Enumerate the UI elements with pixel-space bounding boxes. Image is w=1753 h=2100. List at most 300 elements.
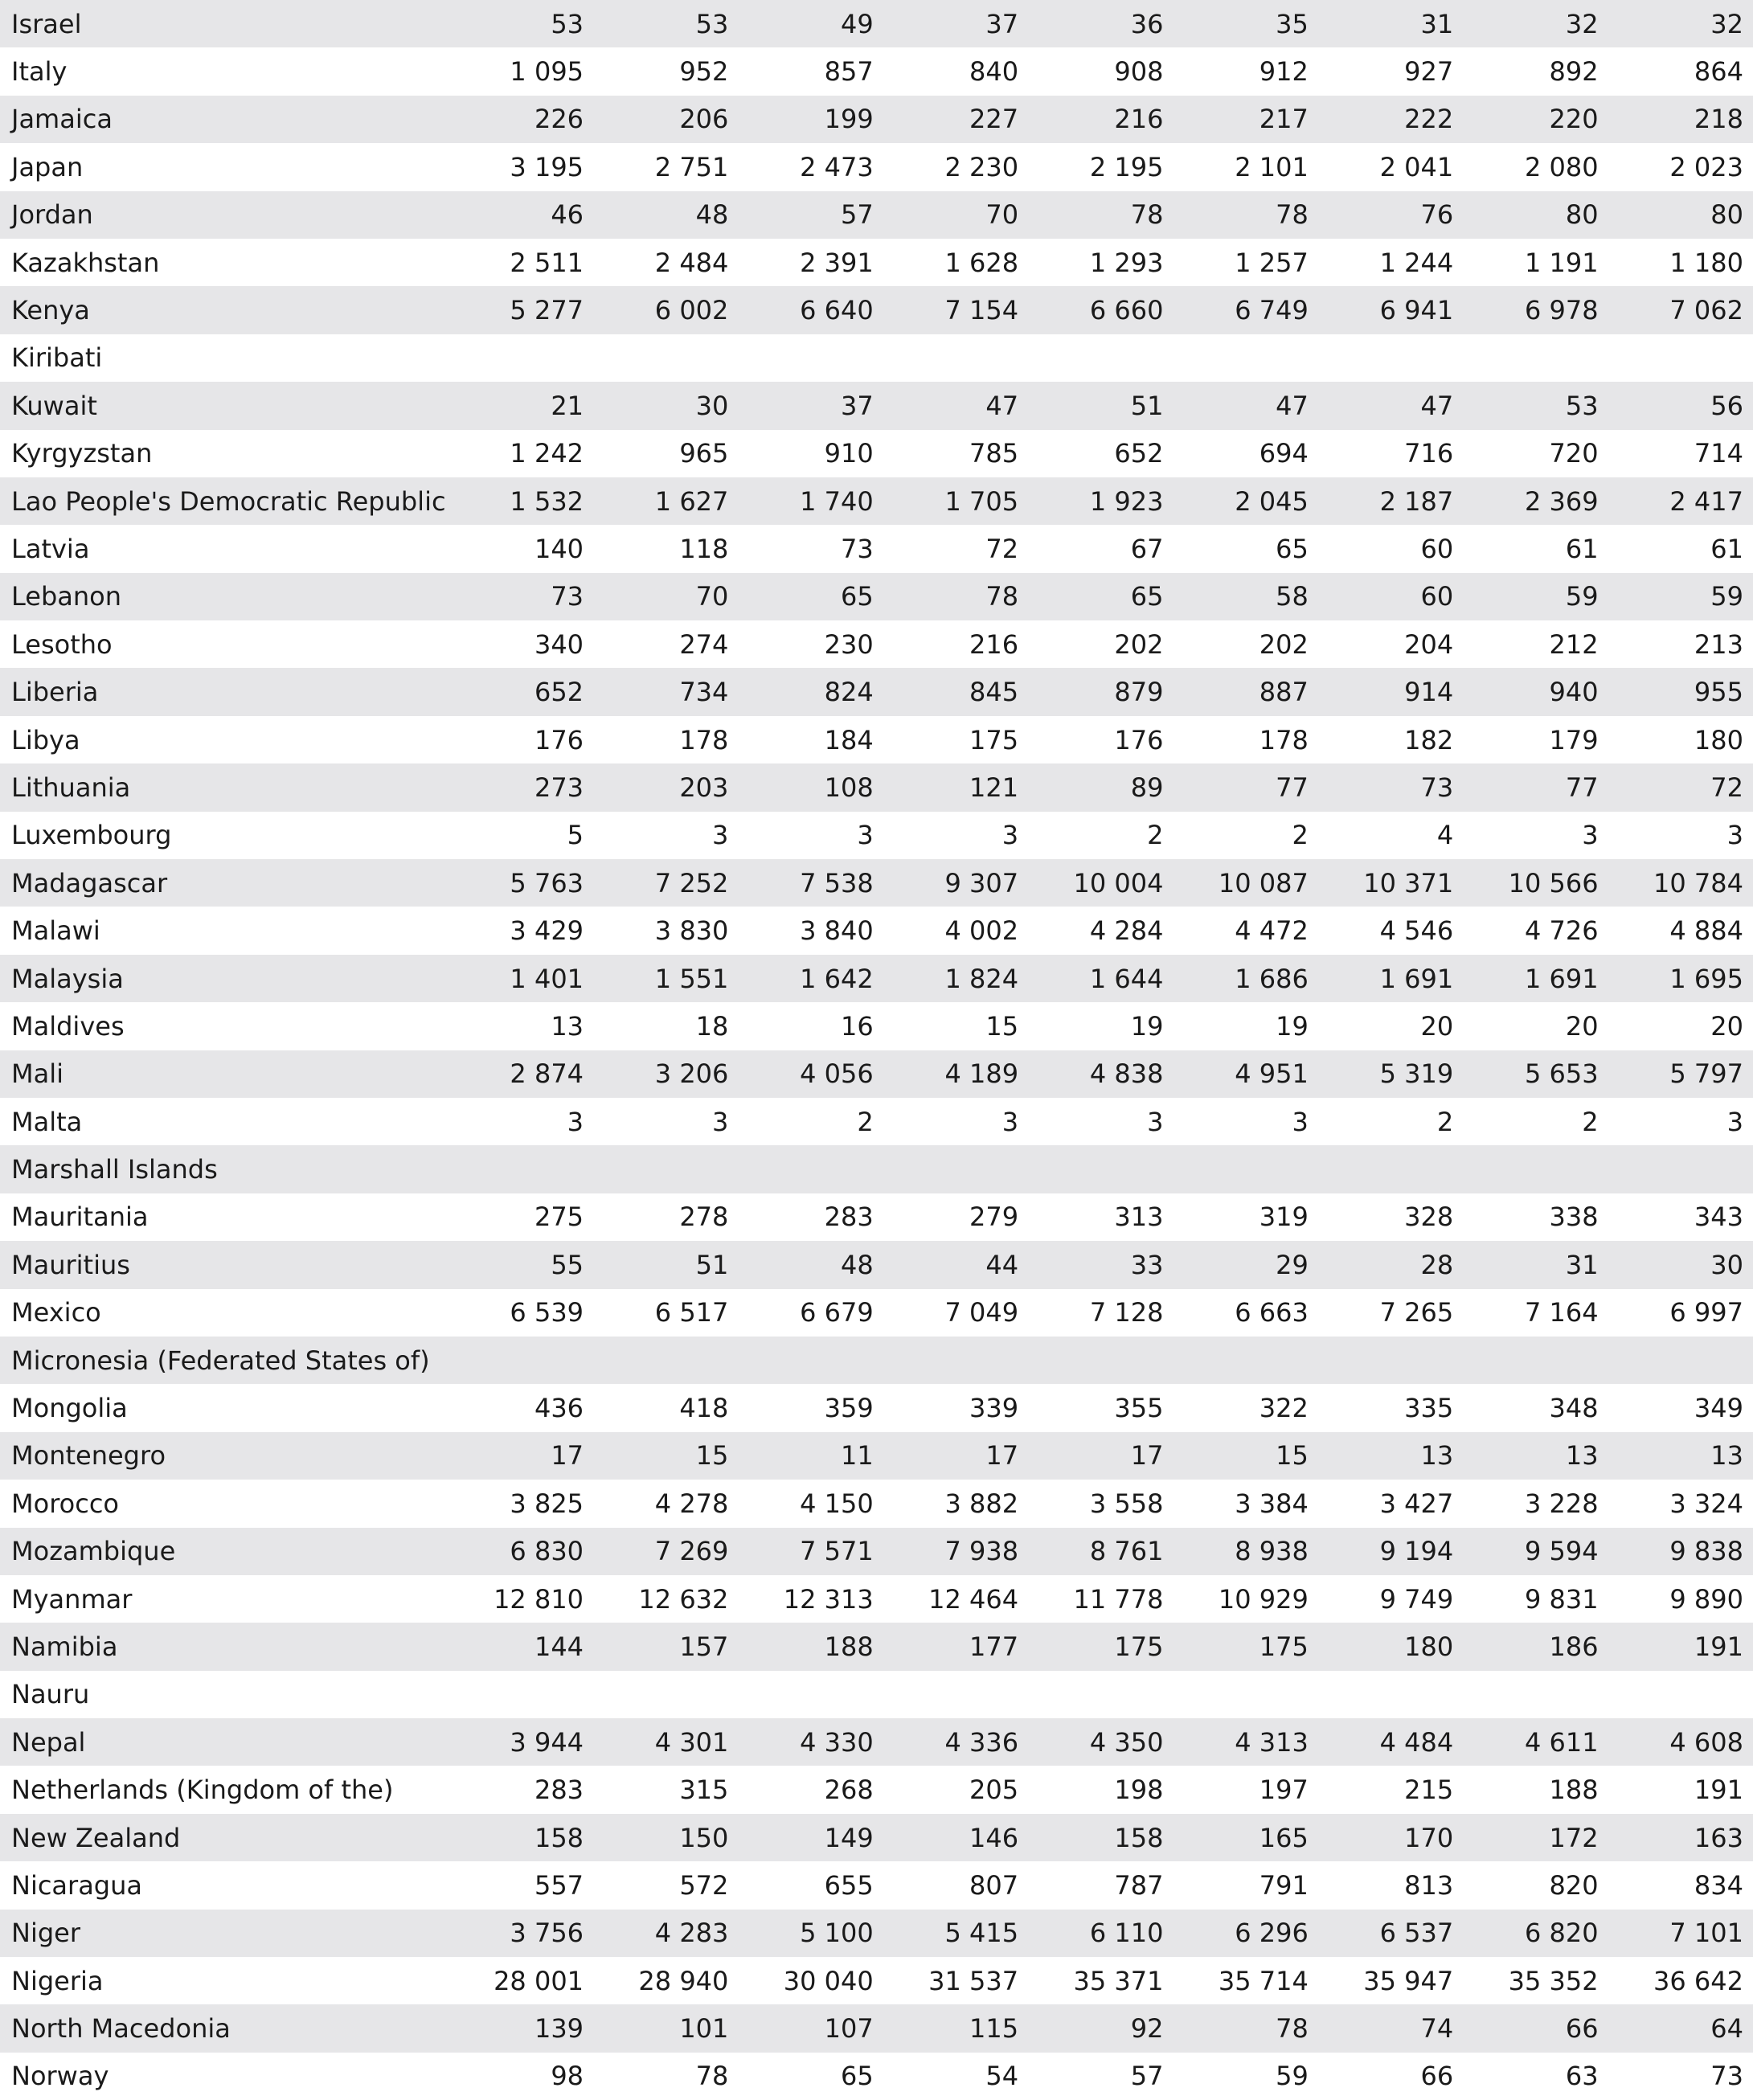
value-cell <box>1318 1337 1463 1384</box>
table-row <box>0 47 1753 95</box>
value-cell: 54 <box>883 2053 1028 2100</box>
value-cell: 2 417 <box>1608 477 1753 525</box>
value-cell: 176 <box>448 716 593 763</box>
table-row <box>0 1814 1753 1861</box>
value-cell: 4 350 <box>1028 1718 1173 1766</box>
value-cell: 175 <box>883 716 1028 763</box>
value-cell: 1 180 <box>1608 239 1753 286</box>
value-cell: 20 <box>1463 1002 1608 1050</box>
value-cell: 77 <box>1173 763 1317 811</box>
value-cell: 78 <box>1173 191 1317 239</box>
value-cell: 3 228 <box>1463 1480 1608 1527</box>
value-cell: 32 <box>1463 0 1608 47</box>
value-cell: 11 <box>738 1432 883 1480</box>
value-cell: 78 <box>883 573 1028 620</box>
value-cell: 191 <box>1608 1766 1753 1813</box>
value-cell <box>1463 1145 1608 1193</box>
value-cell: 912 <box>1173 47 1317 95</box>
value-cell: 212 <box>1463 620 1608 668</box>
value-cell: 165 <box>1173 1814 1317 1861</box>
value-cell: 10 371 <box>1318 859 1463 907</box>
value-cell: 1 695 <box>1608 955 1753 1002</box>
value-cell: 73 <box>738 525 883 572</box>
value-cell <box>1608 334 1753 382</box>
value-cell: 4 726 <box>1463 907 1608 954</box>
value-cell: 191 <box>1608 1623 1753 1670</box>
value-cell: 1 627 <box>593 477 738 525</box>
value-cell: 199 <box>738 96 883 143</box>
table-row <box>0 1098 1753 1145</box>
table-row <box>0 477 1753 525</box>
value-cell: 46 <box>448 191 593 239</box>
value-cell: 6 110 <box>1028 1910 1173 1957</box>
value-cell: 67 <box>1028 525 1173 572</box>
value-cell: 202 <box>1173 620 1317 668</box>
value-cell: 37 <box>738 382 883 429</box>
value-cell: 35 371 <box>1028 1957 1173 2004</box>
value-cell: 29 <box>1173 1241 1317 1288</box>
value-cell <box>883 1337 1028 1384</box>
value-cell: 940 <box>1463 668 1608 715</box>
table-row <box>0 1050 1753 1098</box>
value-cell: 70 <box>883 191 1028 239</box>
value-cell: 58 <box>1173 573 1317 620</box>
table-row <box>0 668 1753 715</box>
table-row <box>0 286 1753 334</box>
value-cell: 716 <box>1318 430 1463 477</box>
value-cell: 15 <box>883 1002 1028 1050</box>
value-cell: 1 628 <box>883 239 1028 286</box>
value-cell: 2 391 <box>738 239 883 286</box>
value-cell: 6 537 <box>1318 1910 1463 1957</box>
value-cell: 186 <box>1463 1623 1608 1670</box>
value-cell: 7 252 <box>593 859 738 907</box>
country-name-cell: Madagascar <box>0 859 448 907</box>
country-name-cell: Kuwait <box>0 382 448 429</box>
country-name-cell: Marshall Islands <box>0 1145 448 1193</box>
value-cell: 188 <box>1463 1766 1608 1813</box>
value-cell: 9 838 <box>1608 1528 1753 1575</box>
value-cell: 3 756 <box>448 1910 593 1957</box>
value-cell: 216 <box>883 620 1028 668</box>
value-cell: 955 <box>1608 668 1753 715</box>
value-cell: 89 <box>1028 763 1173 811</box>
value-cell: 1 095 <box>448 47 593 95</box>
country-name-cell: Jordan <box>0 191 448 239</box>
value-cell: 2 <box>1173 812 1317 859</box>
value-cell: 17 <box>883 1432 1028 1480</box>
value-cell: 180 <box>1318 1623 1463 1670</box>
value-cell: 348 <box>1463 1384 1608 1431</box>
table-row <box>0 1337 1753 1384</box>
value-cell: 53 <box>1463 382 1608 429</box>
value-cell: 28 940 <box>593 1957 738 2004</box>
value-cell <box>1028 1671 1173 1718</box>
value-cell: 226 <box>448 96 593 143</box>
table-row <box>0 620 1753 668</box>
value-cell: 202 <box>1028 620 1173 668</box>
value-cell: 274 <box>593 620 738 668</box>
value-cell: 197 <box>1173 1766 1317 1813</box>
value-cell: 218 <box>1608 96 1753 143</box>
value-cell: 175 <box>1173 1623 1317 1670</box>
value-cell: 1 244 <box>1318 239 1463 286</box>
value-cell <box>883 1671 1028 1718</box>
value-cell <box>1463 1671 1608 1718</box>
value-cell: 3 206 <box>593 1050 738 1098</box>
value-cell <box>738 1337 883 1384</box>
value-cell: 4 608 <box>1608 1718 1753 1766</box>
value-cell: 2 080 <box>1463 143 1608 190</box>
value-cell: 6 830 <box>448 1528 593 1575</box>
value-cell: 3 <box>448 1098 593 1145</box>
table-row <box>0 1002 1753 1050</box>
value-cell: 714 <box>1608 430 1753 477</box>
value-cell <box>1173 334 1317 382</box>
value-cell: 215 <box>1318 1766 1463 1813</box>
value-cell: 335 <box>1318 1384 1463 1431</box>
value-cell: 179 <box>1463 716 1608 763</box>
value-cell: 6 663 <box>1173 1289 1317 1337</box>
value-cell: 7 154 <box>883 286 1028 334</box>
value-cell <box>448 1671 593 1718</box>
value-cell: 227 <box>883 96 1028 143</box>
value-cell: 7 269 <box>593 1528 738 1575</box>
country-name-cell: Montenegro <box>0 1432 448 1480</box>
value-cell: 2 230 <box>883 143 1028 190</box>
value-cell: 118 <box>593 525 738 572</box>
value-cell: 65 <box>738 2053 883 2100</box>
value-cell: 2 195 <box>1028 143 1173 190</box>
value-cell: 163 <box>1608 1814 1753 1861</box>
country-name-cell: Nigeria <box>0 1957 448 2004</box>
value-cell <box>593 1337 738 1384</box>
value-cell: 31 <box>1318 0 1463 47</box>
value-cell: 2 023 <box>1608 143 1753 190</box>
country-name-cell: Kazakhstan <box>0 239 448 286</box>
value-cell: 59 <box>1173 2053 1317 2100</box>
value-cell: 840 <box>883 47 1028 95</box>
value-cell: 47 <box>1318 382 1463 429</box>
value-cell: 9 749 <box>1318 1575 1463 1623</box>
value-cell: 140 <box>448 525 593 572</box>
table-row <box>0 1241 1753 1288</box>
value-cell <box>593 1145 738 1193</box>
value-cell: 807 <box>883 1861 1028 1909</box>
value-cell: 12 464 <box>883 1575 1028 1623</box>
value-cell <box>1608 1671 1753 1718</box>
value-cell: 17 <box>448 1432 593 1480</box>
value-cell: 11 778 <box>1028 1575 1173 1623</box>
value-cell: 2 874 <box>448 1050 593 1098</box>
value-cell: 176 <box>1028 716 1173 763</box>
table-row <box>0 191 1753 239</box>
value-cell: 4 002 <box>883 907 1028 954</box>
value-cell: 5 797 <box>1608 1050 1753 1098</box>
country-name-cell: Mongolia <box>0 1384 448 1431</box>
value-cell: 283 <box>448 1766 593 1813</box>
value-cell <box>1318 1671 1463 1718</box>
value-cell: 35 947 <box>1318 1957 1463 2004</box>
value-cell: 787 <box>1028 1861 1173 1909</box>
value-cell: 9 194 <box>1318 1528 1463 1575</box>
table-row <box>0 1623 1753 1670</box>
value-cell: 6 941 <box>1318 286 1463 334</box>
value-cell: 720 <box>1463 430 1608 477</box>
value-cell: 4 484 <box>1318 1718 1463 1766</box>
value-cell: 4 189 <box>883 1050 1028 1098</box>
value-cell: 3 840 <box>738 907 883 954</box>
value-cell: 10 929 <box>1173 1575 1317 1623</box>
value-cell: 3 882 <box>883 1480 1028 1527</box>
value-cell: 1 532 <box>448 477 593 525</box>
value-cell: 55 <box>448 1241 593 1288</box>
table-row <box>0 430 1753 477</box>
value-cell <box>1463 1337 1608 1384</box>
value-cell <box>883 1145 1028 1193</box>
value-cell: 78 <box>1028 191 1173 239</box>
value-cell: 5 415 <box>883 1910 1028 1957</box>
value-cell: 4 313 <box>1173 1718 1317 1766</box>
value-cell <box>1173 1671 1317 1718</box>
value-cell: 19 <box>1028 1002 1173 1050</box>
value-cell: 2 484 <box>593 239 738 286</box>
value-cell: 349 <box>1608 1384 1753 1431</box>
value-cell: 3 195 <box>448 143 593 190</box>
value-cell: 37 <box>883 0 1028 47</box>
value-cell: 184 <box>738 716 883 763</box>
value-cell: 158 <box>1028 1814 1173 1861</box>
table-row <box>0 1671 1753 1718</box>
value-cell: 182 <box>1318 716 1463 763</box>
value-cell: 178 <box>593 716 738 763</box>
table-row <box>0 2053 1753 2100</box>
value-cell: 9 307 <box>883 859 1028 907</box>
value-cell: 51 <box>1028 382 1173 429</box>
value-cell: 170 <box>1318 1814 1463 1861</box>
value-cell: 3 558 <box>1028 1480 1173 1527</box>
value-cell: 47 <box>883 382 1028 429</box>
value-cell: 9 831 <box>1463 1575 1608 1623</box>
value-cell: 910 <box>738 430 883 477</box>
table-row <box>0 382 1753 429</box>
value-cell: 30 040 <box>738 1957 883 2004</box>
value-cell: 278 <box>593 1193 738 1241</box>
value-cell: 59 <box>1608 573 1753 620</box>
value-cell: 2 <box>1028 812 1173 859</box>
value-cell: 5 653 <box>1463 1050 1608 1098</box>
value-cell: 77 <box>1463 763 1608 811</box>
value-cell: 44 <box>883 1241 1028 1288</box>
country-name-cell: New Zealand <box>0 1814 448 1861</box>
value-cell: 6 640 <box>738 286 883 334</box>
value-cell <box>1318 334 1463 382</box>
value-cell: 30 <box>593 382 738 429</box>
value-cell <box>1173 1145 1317 1193</box>
table-row <box>0 1193 1753 1241</box>
country-name-cell: Maldives <box>0 1002 448 1050</box>
value-cell: 48 <box>593 191 738 239</box>
value-cell: 2 511 <box>448 239 593 286</box>
value-cell: 32 <box>1608 0 1753 47</box>
value-cell: 322 <box>1173 1384 1317 1431</box>
value-cell: 4 284 <box>1028 907 1173 954</box>
value-cell: 65 <box>1028 573 1173 620</box>
value-cell: 7 128 <box>1028 1289 1173 1337</box>
value-cell: 20 <box>1608 1002 1753 1050</box>
value-cell: 80 <box>1463 191 1608 239</box>
value-cell: 72 <box>1608 763 1753 811</box>
value-cell: 652 <box>1028 430 1173 477</box>
value-cell <box>448 1337 593 1384</box>
value-cell: 121 <box>883 763 1028 811</box>
value-cell: 48 <box>738 1241 883 1288</box>
value-cell: 2 <box>1463 1098 1608 1145</box>
value-cell: 820 <box>1463 1861 1608 1909</box>
value-cell: 7 938 <box>883 1528 1028 1575</box>
value-cell: 35 <box>1173 0 1317 47</box>
table-row <box>0 1432 1753 1480</box>
value-cell: 57 <box>1028 2053 1173 2100</box>
country-name-cell: Libya <box>0 716 448 763</box>
value-cell: 418 <box>593 1384 738 1431</box>
table-row <box>0 1861 1753 1909</box>
value-cell: 1 644 <box>1028 955 1173 1002</box>
value-cell: 92 <box>1028 2004 1173 2052</box>
value-cell: 914 <box>1318 668 1463 715</box>
value-cell: 3 944 <box>448 1718 593 1766</box>
value-cell: 328 <box>1318 1193 1463 1241</box>
value-cell: 213 <box>1608 620 1753 668</box>
value-cell: 6 539 <box>448 1289 593 1337</box>
value-cell: 6 749 <box>1173 286 1317 334</box>
value-cell: 206 <box>593 96 738 143</box>
value-cell: 61 <box>1608 525 1753 572</box>
value-cell: 8 938 <box>1173 1528 1317 1575</box>
country-name-cell: Italy <box>0 47 448 95</box>
value-cell: 108 <box>738 763 883 811</box>
country-name-cell: Malaysia <box>0 955 448 1002</box>
value-cell: 892 <box>1463 47 1608 95</box>
value-cell: 18 <box>593 1002 738 1050</box>
table-row <box>0 859 1753 907</box>
value-cell: 355 <box>1028 1384 1173 1431</box>
value-cell: 4 611 <box>1463 1718 1608 1766</box>
value-cell: 864 <box>1608 47 1753 95</box>
value-cell: 4 283 <box>593 1910 738 1957</box>
country-name-cell: Nauru <box>0 1671 448 1718</box>
value-cell: 6 517 <box>593 1289 738 1337</box>
value-cell: 7 538 <box>738 859 883 907</box>
value-cell: 15 <box>1173 1432 1317 1480</box>
value-cell: 343 <box>1608 1193 1753 1241</box>
value-cell: 73 <box>1318 763 1463 811</box>
value-cell: 30 <box>1608 1241 1753 1288</box>
value-cell: 3 <box>593 812 738 859</box>
value-cell: 80 <box>1608 191 1753 239</box>
value-cell: 834 <box>1608 1861 1753 1909</box>
value-cell: 436 <box>448 1384 593 1431</box>
value-cell: 5 763 <box>448 859 593 907</box>
value-cell: 4 838 <box>1028 1050 1173 1098</box>
value-cell: 12 810 <box>448 1575 593 1623</box>
value-cell: 188 <box>738 1623 883 1670</box>
value-cell: 73 <box>1608 2053 1753 2100</box>
value-cell: 5 100 <box>738 1910 883 1957</box>
value-cell: 35 714 <box>1173 1957 1317 2004</box>
value-cell: 5 277 <box>448 286 593 334</box>
value-cell: 4 150 <box>738 1480 883 1527</box>
value-cell: 3 427 <box>1318 1480 1463 1527</box>
country-name-cell: Malta <box>0 1098 448 1145</box>
value-cell: 273 <box>448 763 593 811</box>
value-cell: 4 278 <box>593 1480 738 1527</box>
value-cell <box>1463 334 1608 382</box>
value-cell: 879 <box>1028 668 1173 715</box>
value-cell: 6 002 <box>593 286 738 334</box>
value-cell: 60 <box>1318 573 1463 620</box>
value-cell: 9 890 <box>1608 1575 1753 1623</box>
value-cell <box>448 334 593 382</box>
value-cell: 6 978 <box>1463 286 1608 334</box>
country-name-cell: Micronesia (Federated States of) <box>0 1337 448 1384</box>
value-cell: 4 951 <box>1173 1050 1317 1098</box>
value-cell: 216 <box>1028 96 1173 143</box>
value-cell: 3 429 <box>448 907 593 954</box>
value-cell: 694 <box>1173 430 1317 477</box>
value-cell: 180 <box>1608 716 1753 763</box>
country-name-cell: Mauritius <box>0 1241 448 1288</box>
value-cell: 175 <box>1028 1623 1173 1670</box>
value-cell: 7 571 <box>738 1528 883 1575</box>
value-cell: 824 <box>738 668 883 715</box>
value-cell: 35 352 <box>1463 1957 1608 2004</box>
value-cell: 2 045 <box>1173 477 1317 525</box>
value-cell: 31 <box>1463 1241 1608 1288</box>
table-row <box>0 239 1753 286</box>
value-cell: 177 <box>883 1623 1028 1670</box>
value-cell: 6 296 <box>1173 1910 1317 1957</box>
country-name-cell: Kiribati <box>0 334 448 382</box>
country-name-cell: North Macedonia <box>0 2004 448 2052</box>
value-cell: 12 632 <box>593 1575 738 1623</box>
value-cell: 279 <box>883 1193 1028 1241</box>
value-cell: 10 784 <box>1608 859 1753 907</box>
value-cell: 150 <box>593 1814 738 1861</box>
value-cell: 313 <box>1028 1193 1173 1241</box>
value-cell: 230 <box>738 620 883 668</box>
value-cell: 20 <box>1318 1002 1463 1050</box>
value-cell: 3 324 <box>1608 1480 1753 1527</box>
value-cell: 15 <box>593 1432 738 1480</box>
table-row <box>0 1957 1753 2004</box>
value-cell: 7 049 <box>883 1289 1028 1337</box>
country-name-cell: Lebanon <box>0 573 448 620</box>
value-cell <box>1608 1337 1753 1384</box>
value-cell: 172 <box>1463 1814 1608 1861</box>
value-cell: 813 <box>1318 1861 1463 1909</box>
value-cell: 965 <box>593 430 738 477</box>
country-name-cell: Nepal <box>0 1718 448 1766</box>
value-cell: 205 <box>883 1766 1028 1813</box>
table-row <box>0 1718 1753 1766</box>
value-cell: 4 546 <box>1318 907 1463 954</box>
country-name-cell: Kenya <box>0 286 448 334</box>
value-cell: 1 824 <box>883 955 1028 1002</box>
value-cell: 2 041 <box>1318 143 1463 190</box>
value-cell: 203 <box>593 763 738 811</box>
value-cell: 74 <box>1318 2004 1463 2052</box>
